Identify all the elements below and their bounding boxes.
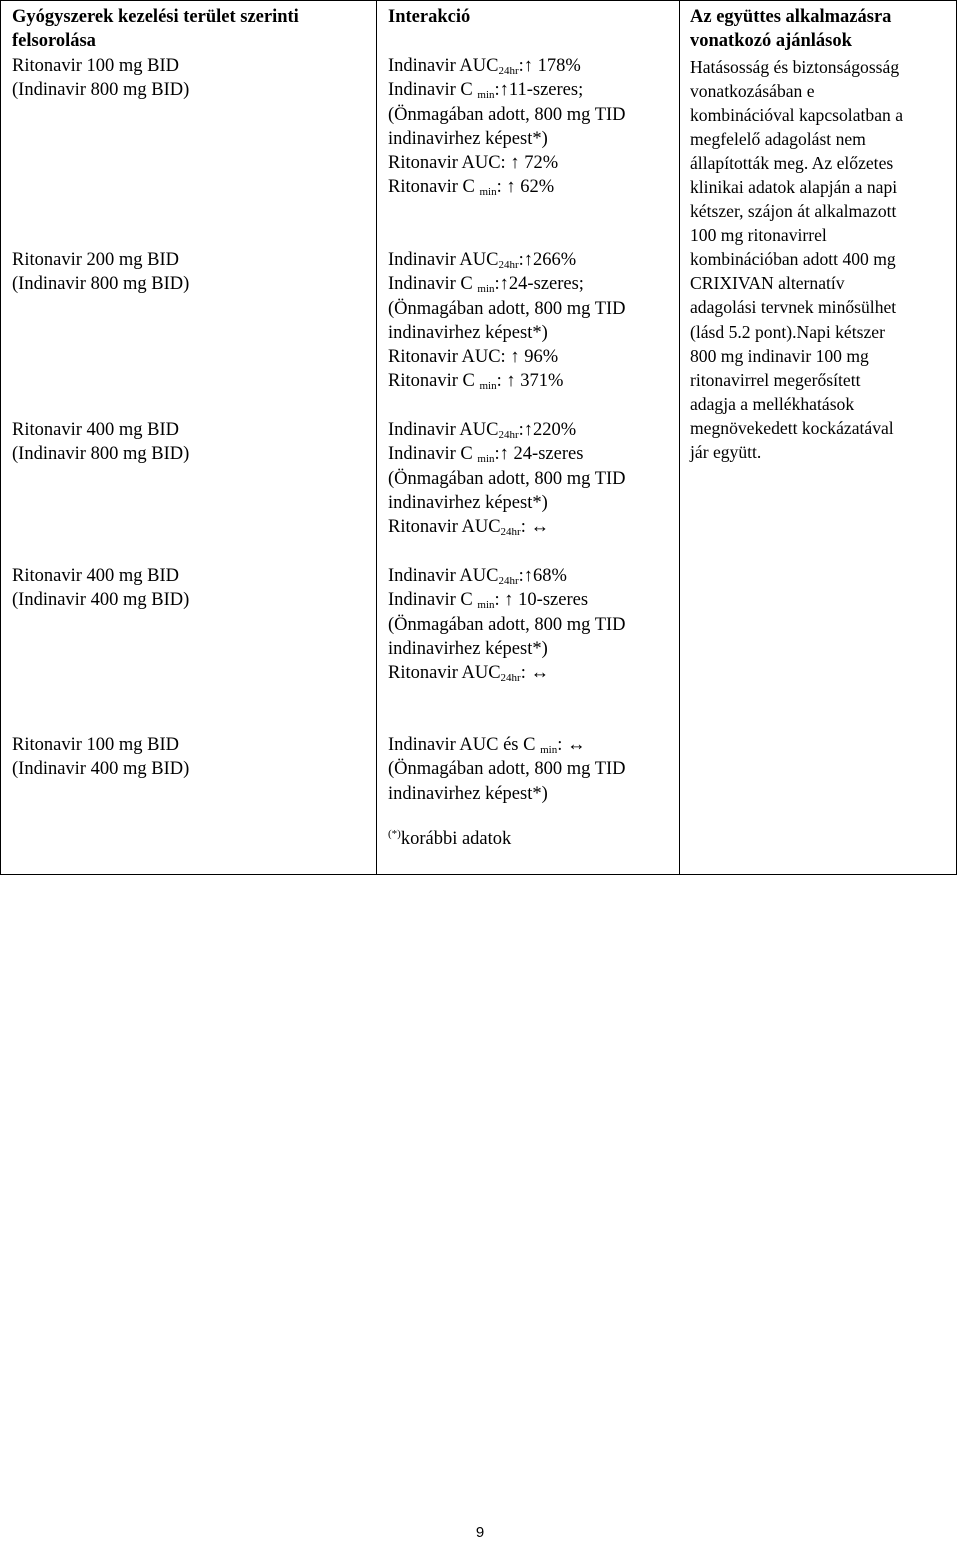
header-interaction: Interakció xyxy=(388,7,471,27)
recommendation-column xyxy=(690,5,954,462)
header-drugs: Gyógyszerek kezelési terület szerinti felsorolása xyxy=(12,7,299,52)
drug-row-4: Ritonavir 400 mg BID (Indinavir 400 mg BID) xyxy=(12,566,190,611)
drug-row-1: Ritonavir 100 mg BID (Indinavir 800 mg BID) xyxy=(12,56,190,101)
arrow-up-icon: ↑ xyxy=(523,56,534,76)
arrow-both-icon: ↔ xyxy=(530,663,549,684)
arrow-up-icon: ↑ xyxy=(523,566,534,586)
drug-row-2: Ritonavir 200 mg BID (Indinavir 800 mg BID) xyxy=(12,250,190,295)
interaction-row-4: Indinavir $AUC_{24hr}:↑68\%$ Indinavir C $_{min}$: ↑ 10-szeres (Önmagában adott, 800 mg TID indinavirhez képest*) Ritonavir $AUC_{24hr}$: ↔ xyxy=(388,566,626,685)
column-divider xyxy=(376,1,377,874)
drug-row-5: Ritonavir 100 mg BID (Indinavir 400 mg BID) xyxy=(12,735,190,780)
interaction-row-2: Indinavir $AUC_{24hr}:↑266\%$ Indinavir C $_{min}$:↑24-szeres; (Önmagában adott, 800 mg TID indinavirhez képest*) Ritonavir AUC: ↑ 96% Ritonavir C $_{min}$: ↑ 371% xyxy=(388,250,626,393)
drug-row-3: Ritonavir 400 mg BID (Indinavir 800 mg BID) xyxy=(12,420,190,465)
arrow-both-icon: ↔ xyxy=(530,517,549,538)
arrow-up-icon: ↑ xyxy=(523,250,534,270)
page-number: 9 xyxy=(475,1524,485,1541)
column-divider xyxy=(679,1,680,874)
arrow-up-icon: ↑ xyxy=(510,347,520,368)
recommendation-text: Hatásosság és biztonságosság vonatkozásában e kombinációval kapcsolatban a megfelelő adagolást nem állapították meg. Az előzetes klinikai adatok alapján a napi kétszer, szájon át alkalmazott 100 mg ritonavirrel kombinációban adott 400 mg CRIXIVAN alternatív adagolási tervnek minősülhet (lásd 5.2 pont).Napi kétszer 800 mg indinavir 100 mg ritonavirrel megerősített adagja a mellékhatások megnövekedett kockázatával jár együtt. xyxy=(690,57,904,462)
arrow-up-icon: ↑ xyxy=(506,177,516,198)
footnote: (*)korábbi adatok xyxy=(388,828,512,849)
arrow-up-icon: ↑ xyxy=(523,420,534,440)
arrow-both-icon: ↔ xyxy=(567,735,586,755)
arrow-up-icon: ↑ xyxy=(510,153,520,174)
arrow-up-icon: ↑ xyxy=(506,371,516,392)
interaction-row-3: Indinavir $AUC_{24hr}:↑220\%$ Indinavir C $_{min}$:↑ 24-szeres (Önmagában adott, 800 mg TID indinavirhez képest*) Ritonavir $AUC_{24hr}$: ↔ xyxy=(388,420,626,539)
arrow-up-icon: ↑ xyxy=(499,274,509,295)
arrow-up-icon: ↑ xyxy=(499,80,509,101)
interaction-row-5: Indinavir AUC és C $_{min}$: ↔ (Önmagában adott, 800 mg TID indinavirhez képest*) xyxy=(388,735,626,804)
drug-column xyxy=(12,5,372,780)
interaction-column xyxy=(388,5,676,849)
arrow-up-icon: ↑ xyxy=(499,444,509,465)
interaction-row-1: Indinavir $AUC_{24hr}:↑$ 178% Indinavir C $_{min}$:↑11-szeres; (Önmagában adott, 800 mg TID indinavirhez képest*) Ritonavir AUC: ↑ 72% Ritonavir C $_{min}$: ↑ 62% xyxy=(388,56,626,199)
header-recommendation: Az együttes alkalmazásra vonatkozó ajánlások xyxy=(690,7,892,52)
arrow-up-icon: ↑ xyxy=(504,590,514,611)
